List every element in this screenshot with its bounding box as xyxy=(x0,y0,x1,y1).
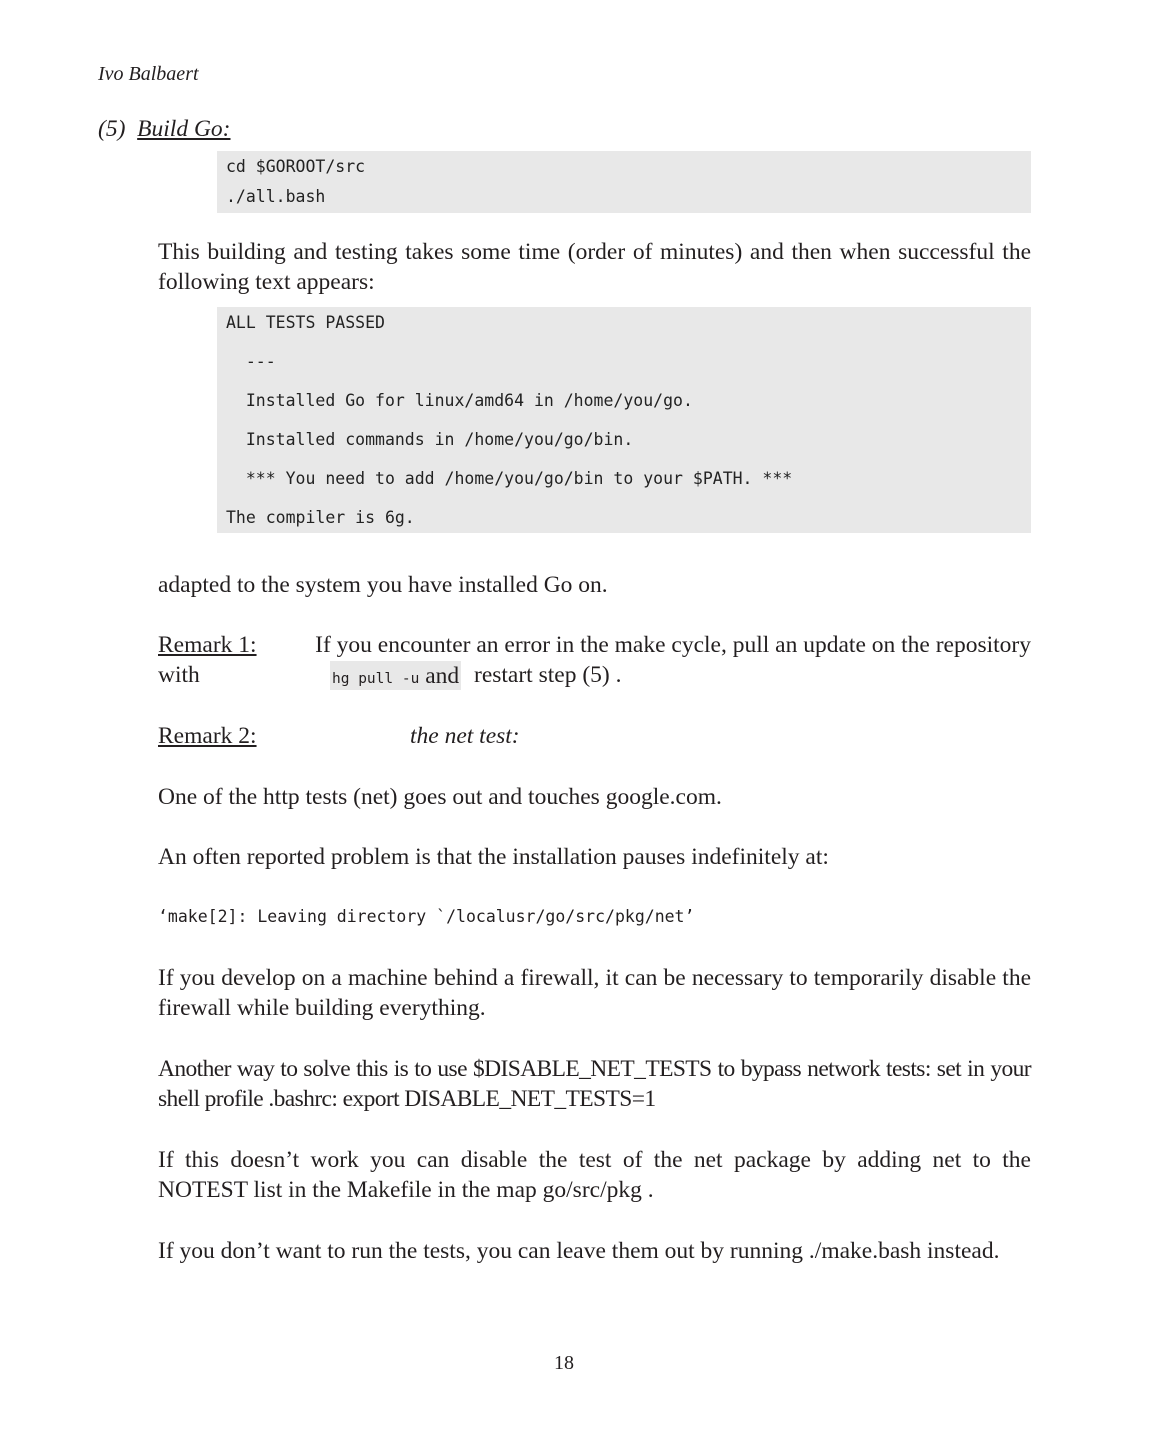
code-line: ALL TESTS PASSED xyxy=(226,313,385,332)
code-block-build xyxy=(217,151,1031,213)
remark-2-label: Remark 2: xyxy=(158,723,257,749)
step-title: Build Go: xyxy=(137,116,231,142)
remark-1-and: and xyxy=(425,663,460,689)
step-number: (5) xyxy=(98,116,126,142)
remark-1-rest: restart step (5) . xyxy=(474,662,622,688)
remark-1-text: If you encounter an error in the make cycle, pull an update on the repository xyxy=(315,632,1031,658)
page-number: 18 xyxy=(554,1352,574,1374)
paragraph: One of the http tests (net) goes out and touches google.com. xyxy=(158,784,722,810)
code-line: *** You need to add /home/you/go/bin to your $PATH. *** xyxy=(226,469,793,488)
step-heading xyxy=(98,116,231,143)
paragraph: An often reported problem is that the installation pauses indefinitely at: xyxy=(158,844,829,870)
remark-2-title: the net test: xyxy=(410,723,520,749)
remark-1 xyxy=(158,630,1031,690)
code-block-output xyxy=(217,307,1031,533)
paragraph: This building and testing takes some time (order of minutes) and then when successful the following text appears: xyxy=(158,239,1031,295)
inline-code-highlight xyxy=(330,661,461,690)
code-line-make-error: ‘make[2]: Leaving directory `/localusr/go/src/pkg/net’ xyxy=(158,907,695,926)
paragraph: If you don’t want to run the tests, you can leave them out by running ./make.bash instead. xyxy=(158,1238,1000,1264)
code-line: --- xyxy=(226,352,276,371)
code-line: ./all.bash xyxy=(226,187,326,206)
remark-2 xyxy=(158,721,1031,751)
inline-code: hg pull -u xyxy=(332,671,420,687)
remark-1-label: Remark 1: xyxy=(158,632,257,658)
code-line: The compiler is 6g. xyxy=(226,508,415,527)
paragraph: If you develop on a machine behind a firewall, it can be necessary to temporarily disable the firewall while building everything. xyxy=(158,965,1031,1021)
code-line: cd $GOROOT/src xyxy=(226,157,366,176)
running-header-author: Ivo Balbaert xyxy=(98,63,199,85)
code-line: Installed commands in /home/you/go/bin. xyxy=(226,430,634,449)
remark-1-with: with xyxy=(158,662,200,688)
code-line: Installed Go for linux/amd64 in /home/you/go. xyxy=(226,391,693,410)
paragraph: If this doesn’t work you can disable the test of the net package by adding net to the NOTEST list in the Makefile in the map go/src/pkg . xyxy=(158,1147,1031,1203)
paragraph: adapted to the system you have installed Go on. xyxy=(158,572,608,598)
paragraph: Another way to solve this is to use $DISABLE_NET_TESTS to bypass network tests: set in your shell profile .bashrc: export DISABLE_NET_TESTS=1 xyxy=(158,1056,1031,1112)
